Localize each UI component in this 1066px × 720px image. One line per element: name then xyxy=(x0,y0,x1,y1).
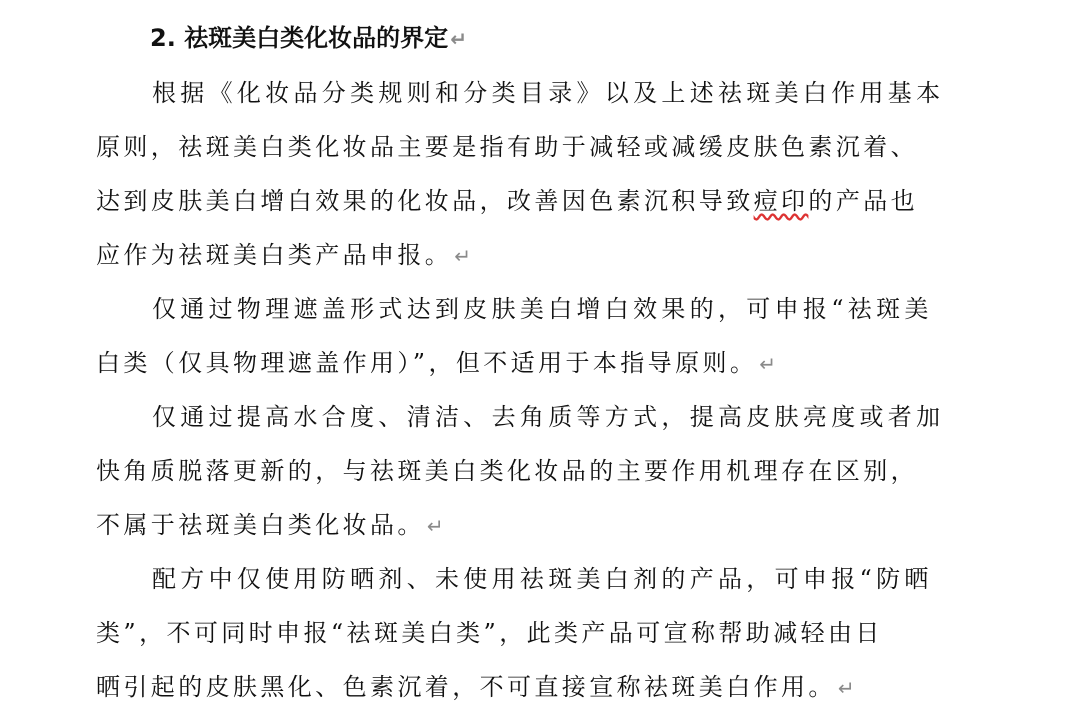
paragraph-1-line-4-text: 应作为祛斑美白类产品申报。 xyxy=(96,241,453,269)
section-number: 2. xyxy=(150,24,176,52)
paragraph-3-line-3 xyxy=(96,508,447,543)
paragraph-4-line-1: 配方中仅使用防晒剂、未使用祛斑美白剂的产品，可申报“防晒 xyxy=(152,565,933,593)
paragraph-4-line-2: 类”，不可同时申报“祛斑美白类”，此类产品可宣称帮助减轻由日 xyxy=(96,619,883,647)
paragraph-1-line-3 xyxy=(96,184,918,218)
paragraph-4-line-3 xyxy=(96,670,858,705)
spellcheck-flagged-word[interactable]: 痘印 xyxy=(753,187,809,215)
paragraph-3-line-2: 快角质脱落更新的，与祛斑美白类化妆品的主要作用机理存在区别， xyxy=(96,457,918,485)
paragraph-1-line-2: 原则，祛斑美白类化妆品主要是指有助于减轻或减缓皮肤色素沉着、 xyxy=(96,133,918,161)
section-heading xyxy=(150,21,467,56)
paragraph-mark-icon: ↵ xyxy=(837,676,858,700)
paragraph-mark-icon: ↵ xyxy=(450,27,467,51)
paragraph-2-line-2-text: 白类（仅具物理遮盖作用）”，但不适用于本指导原则。 xyxy=(96,349,758,377)
paragraph-1-line-1: 根据《化妆品分类规则和分类目录》以及上述祛斑美白作用基本 xyxy=(152,79,945,107)
paragraph-mark-icon: ↵ xyxy=(454,244,475,268)
paragraph-1-line-3-text: 达到皮肤美白增白效果的化妆品，改善因色素沉积导致 xyxy=(96,187,754,215)
paragraph-4-line-3-text: 晒引起的皮肤黑化、色素沉着，不可直接宣称祛斑美白作用。 xyxy=(96,673,836,701)
paragraph-mark-icon: ↵ xyxy=(426,514,447,538)
paragraph-mark-icon: ↵ xyxy=(759,352,780,376)
paragraph-2-line-1: 仅通过物理遮盖形式达到皮肤美白增白效果的，可申报“祛斑美 xyxy=(152,295,933,323)
paragraph-1-line-3-tail: 的产品也 xyxy=(808,187,919,215)
paragraph-3-line-3-text: 不属于祛斑美白类化妆品。 xyxy=(96,511,425,539)
paragraph-1-line-4 xyxy=(96,238,474,273)
paragraph-2-line-2 xyxy=(96,346,779,381)
paragraph-3-line-1: 仅通过提高水合度、清洁、去角质等方式，提高皮肤亮度或者加 xyxy=(152,403,945,431)
section-title: 祛斑美白类化妆品的界定 xyxy=(184,24,449,52)
